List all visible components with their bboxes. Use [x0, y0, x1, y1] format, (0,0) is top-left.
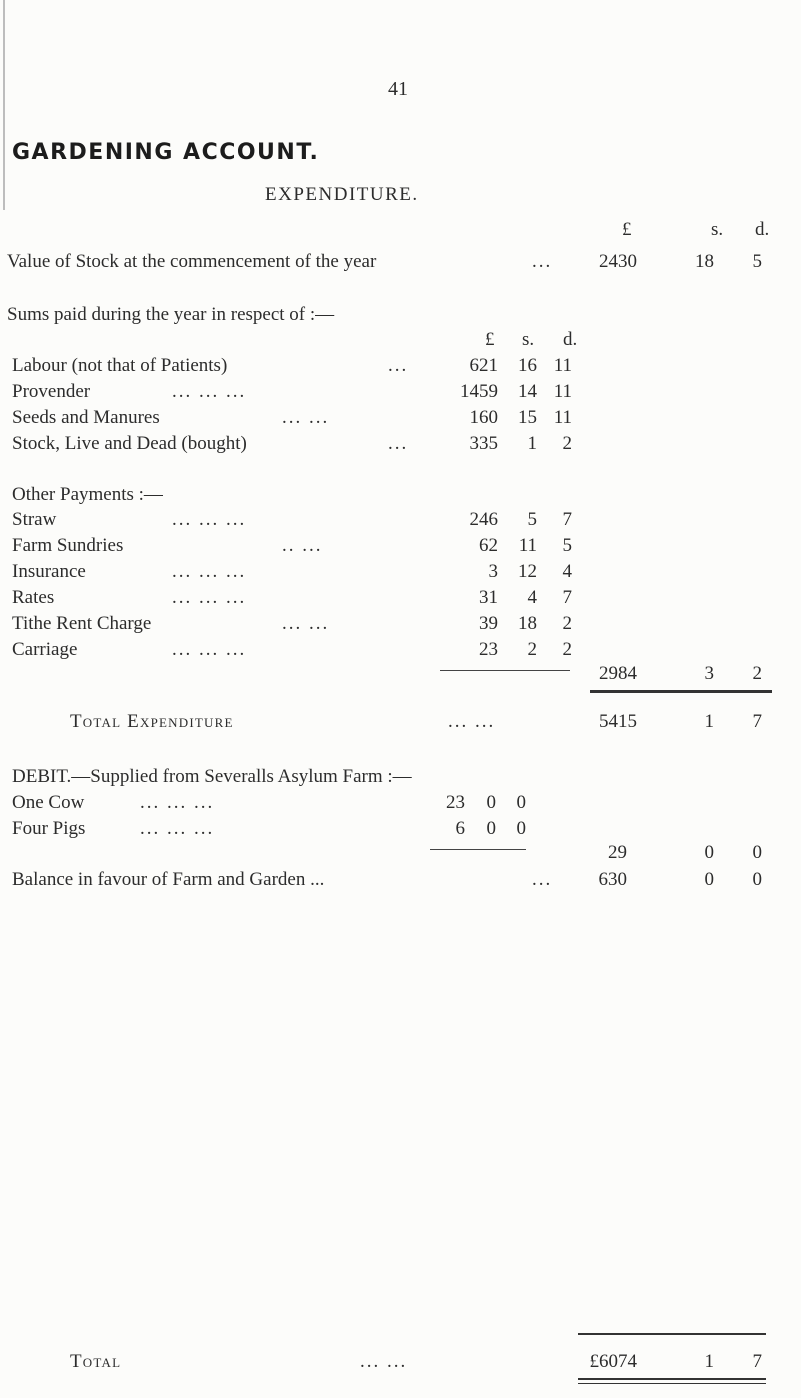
item-shillings: 2 [527, 639, 537, 660]
mid-header-shillings: s. [522, 329, 535, 350]
item-dots: ... ... ... [172, 561, 247, 582]
item-pence: 11 [553, 381, 572, 402]
grand-total-pounds: £6074 [589, 1351, 637, 1372]
grand-total-top-rule [578, 1333, 766, 1335]
item-dots: ... ... [282, 407, 330, 428]
stock-pence: 5 [752, 251, 762, 272]
item-label: Seeds and Manures [12, 407, 160, 428]
item-dots: ... ... ... [172, 509, 247, 530]
item-label: Insurance [12, 561, 86, 582]
item-label: Rates [12, 587, 55, 608]
item-pence: 7 [562, 509, 572, 530]
page-number: 41 [388, 78, 408, 100]
item-shillings: 11 [518, 535, 537, 556]
debit-subtotal-shillings: 0 [704, 842, 714, 863]
grand-total-rule-2 [578, 1383, 766, 1384]
item-pence: 11 [553, 407, 572, 428]
item-pence: 11 [553, 355, 572, 376]
balance-label: Balance in favour of Farm and Garden ... [12, 869, 325, 890]
total-expenditure-pounds: 5415 [599, 711, 637, 732]
grand-total-rule-1 [578, 1378, 766, 1380]
other-payments-heading: Other Payments :— [12, 484, 163, 505]
item-label: Labour (not that of Patients) [12, 355, 228, 376]
item-label: Farm Sundries [12, 535, 124, 556]
item-pounds: 6 [455, 818, 465, 839]
item-dots: ... [388, 433, 409, 454]
item-dots: ... ... ... [172, 381, 247, 402]
subtotal-pounds: 2984 [599, 663, 637, 684]
item-dots: ... [388, 355, 409, 376]
balance-shillings: 0 [704, 869, 714, 890]
debit-subtotal-pence: 0 [752, 842, 762, 863]
payments-rule [440, 670, 570, 671]
item-dots: .. ... [282, 535, 323, 556]
item-dots: ... ... [282, 613, 330, 634]
item-dots: ... ... ... [172, 587, 247, 608]
item-pounds: 31 [479, 587, 498, 608]
total-expenditure-shillings: 1 [704, 711, 714, 732]
item-shillings: 12 [518, 561, 537, 582]
item-label: Tithe Rent Charge [12, 613, 152, 634]
item-shillings: 1 [527, 433, 537, 454]
item-pounds: 23 [446, 792, 465, 813]
grand-total-dots: ... ... [360, 1351, 408, 1372]
page-edge-line [3, 0, 5, 210]
item-shillings: 14 [518, 381, 537, 402]
stock-dots: ... [532, 251, 553, 272]
item-pence: 0 [516, 818, 526, 839]
mid-header-pounds: £ [485, 329, 495, 350]
account-heading: GARDENING ACCOUNT. [12, 140, 320, 165]
item-dots: ... ... ... [172, 639, 247, 660]
grand-total-label: Total [70, 1351, 122, 1372]
item-label: One Cow [12, 792, 85, 813]
item-pounds: 621 [469, 355, 498, 376]
balance-pence: 0 [752, 869, 762, 890]
debit-heading: DEBIT.—Supplied from Severalls Asylum Farm :— [12, 766, 412, 787]
item-shillings: 0 [486, 818, 496, 839]
item-pence: 0 [516, 792, 526, 813]
item-pence: 7 [562, 587, 572, 608]
item-dots: ... ... ... [140, 792, 215, 813]
stock-pounds: 2430 [599, 251, 637, 272]
header-pence: d. [755, 219, 770, 240]
header-pounds: £ [622, 219, 632, 240]
item-label: Provender [12, 381, 91, 402]
item-label: Stock, Live and Dead (bought) [12, 433, 247, 454]
subtotal-pence: 2 [752, 663, 762, 684]
mid-header-pence: d. [563, 329, 578, 350]
item-pounds: 39 [479, 613, 498, 634]
item-dots: ... ... ... [140, 818, 215, 839]
debit-subtotal-pounds: 29 [608, 842, 627, 863]
item-pounds: 1459 [460, 381, 498, 402]
total-expenditure-rule [590, 690, 772, 693]
stock-shillings: 18 [695, 251, 714, 272]
grand-total-pence: 7 [752, 1351, 762, 1372]
item-label: Four Pigs [12, 818, 86, 839]
grand-total-shillings: 1 [704, 1351, 714, 1372]
item-pence: 2 [562, 639, 572, 660]
stock-label: Value of Stock at the commencement of the year [7, 251, 377, 272]
item-label: Carriage [12, 639, 78, 660]
item-pence: 5 [562, 535, 572, 556]
expenditure-subheading: EXPENDITURE. [265, 184, 419, 205]
item-label: Straw [12, 509, 57, 530]
header-shillings: s. [711, 219, 724, 240]
item-pence: 4 [562, 561, 572, 582]
item-shillings: 5 [527, 509, 537, 530]
item-shillings: 18 [518, 613, 537, 634]
item-pounds: 246 [469, 509, 498, 530]
debit-rule [430, 849, 526, 850]
total-expenditure-dots: ... ... [448, 711, 496, 732]
item-pounds: 23 [479, 639, 498, 660]
item-pounds: 335 [469, 433, 498, 454]
balance-dots: ... [532, 869, 553, 890]
item-pounds: 160 [469, 407, 498, 428]
item-shillings: 15 [518, 407, 537, 428]
item-pounds: 62 [479, 535, 498, 556]
item-shillings: 16 [518, 355, 537, 376]
balance-pounds: 630 [598, 869, 627, 890]
sums-heading: Sums paid during the year in respect of :— [7, 304, 335, 325]
item-shillings: 4 [527, 587, 537, 608]
subtotal-shillings: 3 [704, 663, 714, 684]
item-pence: 2 [562, 433, 572, 454]
total-expenditure-label: Total Expenditure [70, 711, 234, 732]
item-shillings: 0 [486, 792, 496, 813]
item-pence: 2 [562, 613, 572, 634]
total-expenditure-pence: 7 [752, 711, 762, 732]
item-pounds: 3 [488, 561, 498, 582]
